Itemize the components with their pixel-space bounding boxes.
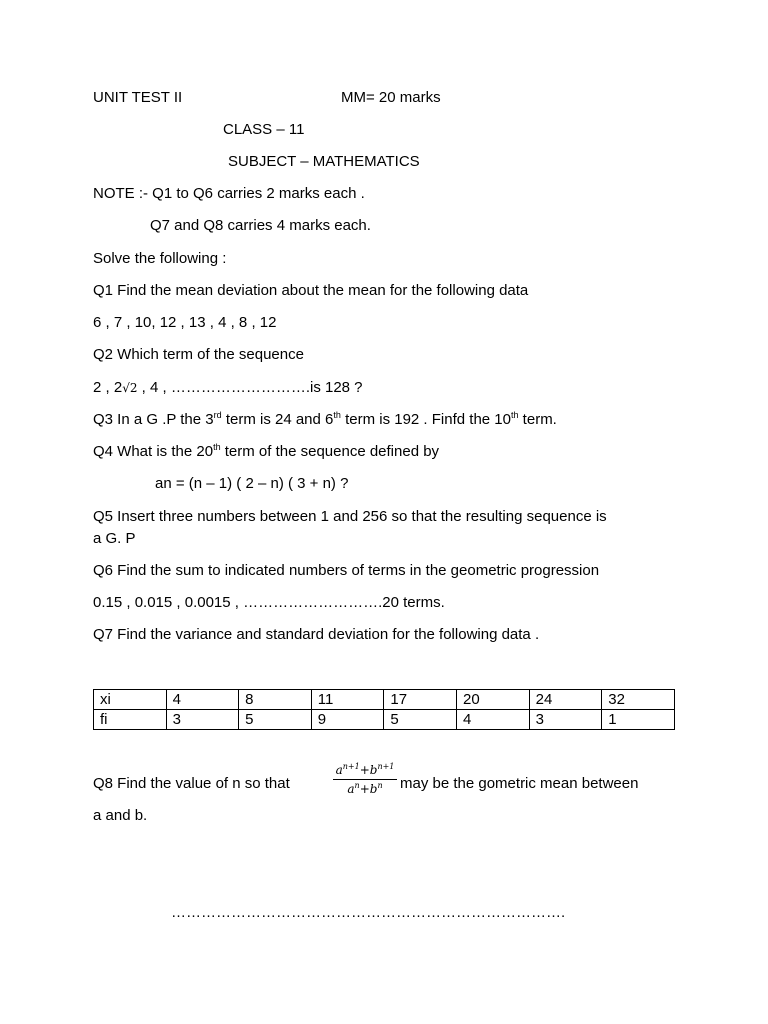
q6-line-2: 0.15 , 0.015 , 0.0015 , ……………………….20 terms. [93, 594, 445, 611]
var-a: a [347, 782, 355, 796]
footer-dotted-line: ……………………………………………………………………. [171, 904, 566, 921]
q8-line-2: a and b. [93, 807, 148, 824]
table-cell: 3 [166, 710, 239, 730]
table-cell: 8 [239, 690, 312, 710]
table-cell: xi [94, 690, 167, 710]
q5-line-1: Q5 Insert three numbers between 1 and 256 so that the resulting sequence is [93, 508, 607, 525]
fraction-denominator [332, 780, 398, 796]
var-b: b [369, 763, 378, 777]
table-cell: 24 [529, 690, 602, 710]
plus-sign: + [359, 763, 370, 777]
note-line-2: Q7 and Q8 carries 4 marks each. [150, 217, 371, 234]
table-cell: 11 [311, 690, 384, 710]
exp-num-b: n+1 [377, 762, 395, 771]
q4-part-b: term of the sequence defined by [220, 443, 440, 460]
q8-text-pre: Q8 Find the value of n so that [93, 775, 290, 792]
fraction-numerator [332, 763, 398, 779]
subject-label: SUBJECT – MATHEMATICS [228, 153, 420, 170]
q3-part-d: term. [518, 411, 557, 428]
exp-den-b: n [377, 781, 383, 790]
exp-den-a: n [354, 781, 360, 790]
q3-text [93, 410, 557, 430]
q2-sequence [93, 378, 363, 398]
q4-sup: th [213, 442, 221, 452]
table-cell: 17 [384, 690, 457, 710]
var-b: b [369, 782, 378, 796]
q5-line-2: a G. P [93, 530, 136, 547]
test-title: UNIT TEST II [93, 89, 183, 106]
q7-data-table [93, 689, 675, 730]
sqrt-two: √2 [122, 381, 138, 395]
q6-line-1: Q6 Find the sum to indicated numbers of terms in the geometric progression [93, 562, 600, 579]
class-label: CLASS – 11 [223, 121, 305, 138]
q1-text: Q1 Find the mean deviation about the mean for the following data [93, 282, 529, 299]
table-cell: 9 [311, 710, 384, 730]
q1-data: 6 , 7 , 10, 12 , 13 , 4 , 8 , 12 [93, 314, 277, 331]
q8-text-post: may be the gometric mean between [400, 775, 639, 792]
table-cell: 4 [457, 710, 530, 730]
table-cell: 32 [602, 690, 675, 710]
q3-sup-a: rd [213, 410, 222, 420]
q3-part-b: term is 24 and 6 [221, 411, 334, 428]
table-cell: 1 [602, 710, 675, 730]
max-marks: MM= 20 marks [341, 89, 441, 106]
table-cell: 5 [384, 710, 457, 730]
note-line-1: NOTE :- Q1 to Q6 carries 2 marks each . [93, 185, 365, 202]
q4-text [93, 442, 439, 462]
q4-formula: an = (n – 1) ( 2 – n) ( 3 + n) ? [155, 475, 349, 492]
q2-seq-post: , 4 , ……………………….is 128 ? [137, 379, 363, 396]
table-row-fi [94, 710, 675, 730]
table-cell: 5 [239, 710, 312, 730]
table-cell: 4 [166, 690, 239, 710]
table-cell: 20 [457, 690, 530, 710]
var-a: a [335, 763, 343, 777]
q7-text: Q7 Find the variance and standard deviation for the following data . [93, 626, 540, 643]
table-row-xi [94, 690, 675, 710]
q3-part-a: Q3 In a G .P the 3 [93, 411, 214, 428]
q2-seq-pre: 2 , 2 [93, 379, 123, 396]
q3-sup-b: th [333, 410, 341, 420]
table-cell: fi [94, 710, 167, 730]
q3-sup-c: th [511, 410, 519, 420]
plus-sign: + [359, 782, 370, 796]
q4-part-a: Q4 What is the 20 [93, 443, 214, 460]
q8-fraction [332, 763, 398, 796]
exp-num-a: n+1 [342, 762, 360, 771]
q2-text: Q2 Which term of the sequence [93, 346, 304, 363]
table-cell: 3 [529, 710, 602, 730]
instruction: Solve the following : [93, 250, 227, 267]
q3-part-c: term is 192 . Finfd the 10 [340, 411, 511, 428]
